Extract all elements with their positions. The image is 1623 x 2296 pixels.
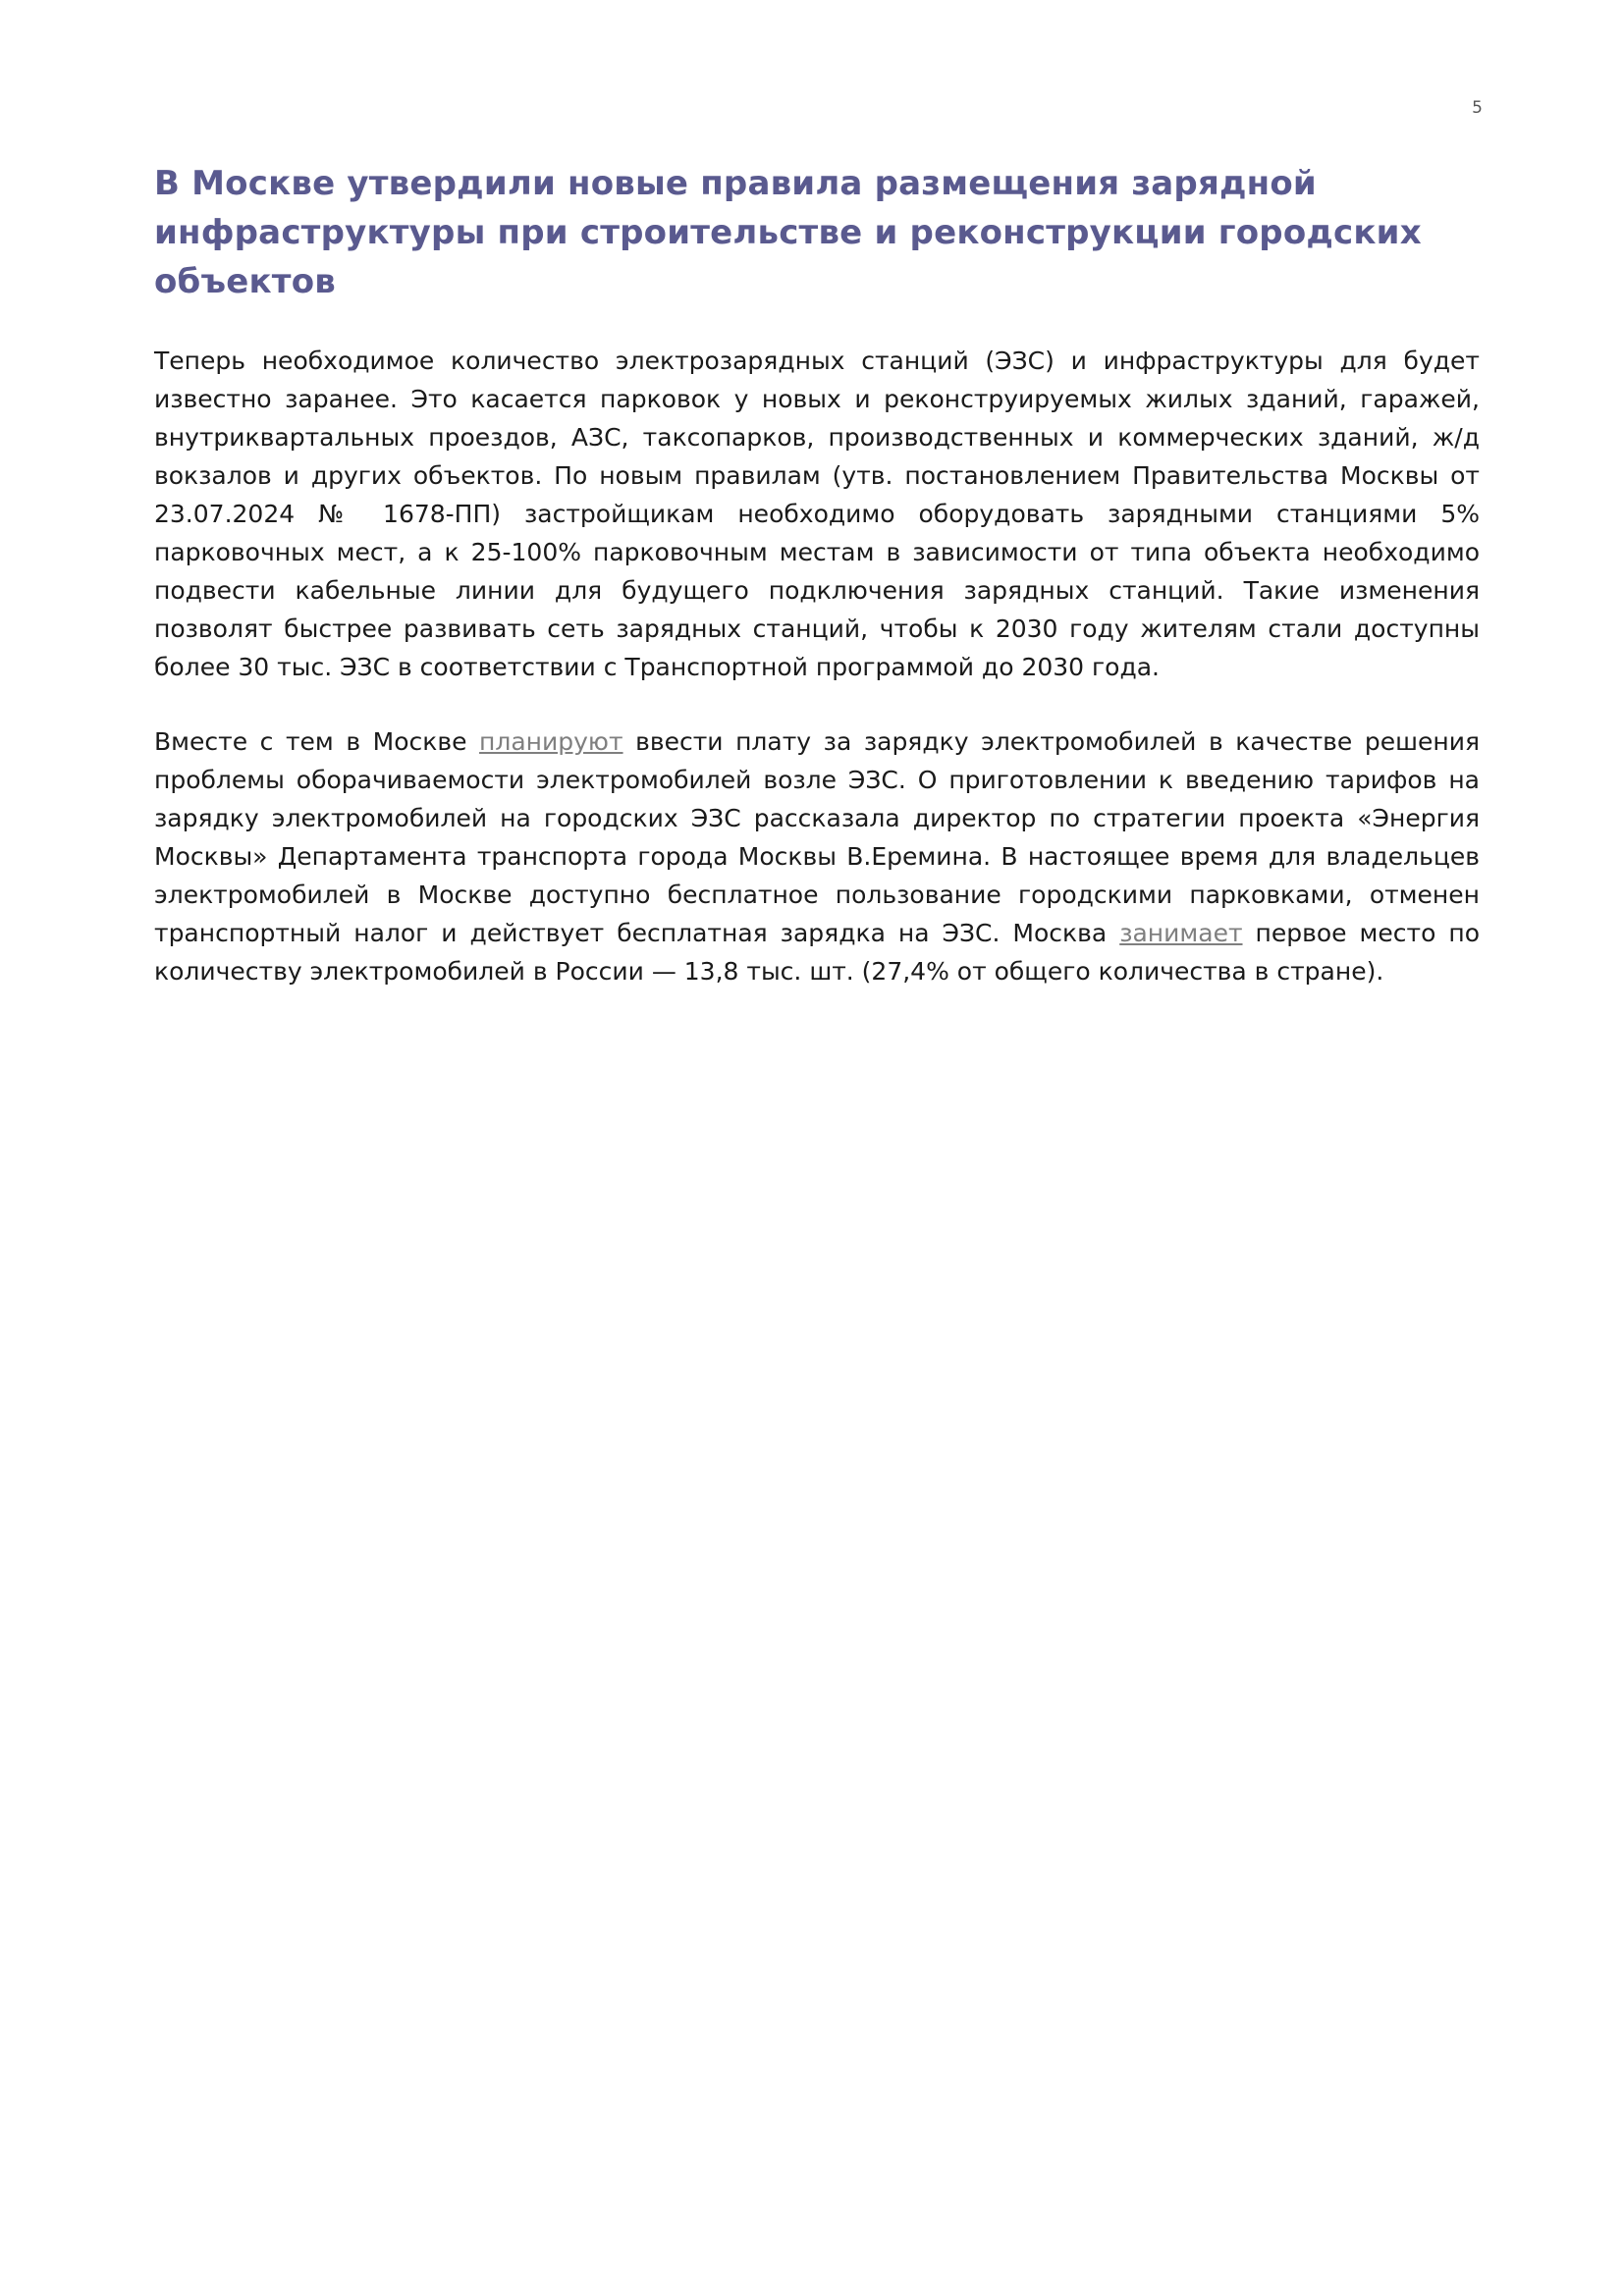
- page-number: 5: [1472, 98, 1483, 118]
- paragraph-2-text-part-3: первое место по количеству электромобилей в России — 13,8 тыс. шт. (27,4% от общего количества в стране).: [154, 919, 1480, 986]
- article: [154, 159, 1480, 990]
- article-headline: В Москве утвердили новые правила размещения зарядной инфраструктуры при строительстве и реконструкции городских объектов: [154, 164, 1422, 301]
- paragraph-2-text-part-2: ввести плату за зарядку электромобилей в качестве решения проблемы оборачиваемости электромобилей возле ЭЗС. О приготовлении к введению тарифов на зарядку электромобилей на городских ЭЗС рассказала директор по стратегии проекта «Энергия Москвы» Департамента транспорта города Москвы В.Еремина. В настоящее время для владельцев электромобилей в Москве доступно бесплатное пользование городскими парковками, отменен транспортный налог и действует бесплатная зарядка на ЭЗС. Москва: [154, 727, 1480, 947]
- article-paragraph-2: [154, 722, 1480, 990]
- paragraph-2-text-part-1: Вместе с тем в Москве: [154, 727, 480, 756]
- link-zanimaet[interactable]: занимает: [1119, 919, 1243, 947]
- link-planiruyut[interactable]: планируют: [479, 727, 623, 756]
- article-paragraph-1: Теперь необходимое количество электрозарядных станций (ЭЗС) и инфраструктуры для будет известно заранее. Это касается парковок у новых и реконструируемых жилых зданий, гаражей, внутриквартальных проездов, АЗС, таксопарков, производственных и коммерческих зданий, ж/д вокзалов и других объектов. По новым правилам (утв. постановлением Правительства Москвы от 23.07.2024 № 1678-ПП) застройщикам необходимо оборудовать зарядными станциями 5% парковочных мест, а к 25-100% парковочным местам в зависимости от типа объекта необходимо подвести кабельные линии для будущего подключения зарядных станций. Такие изменения позволят быстрее развивать сеть зарядных станций, чтобы к 2030 году жителям стали доступны более 30 тыс. ЭЗС в соответствии с Транспортной программой до 2030 года.: [154, 347, 1480, 681]
